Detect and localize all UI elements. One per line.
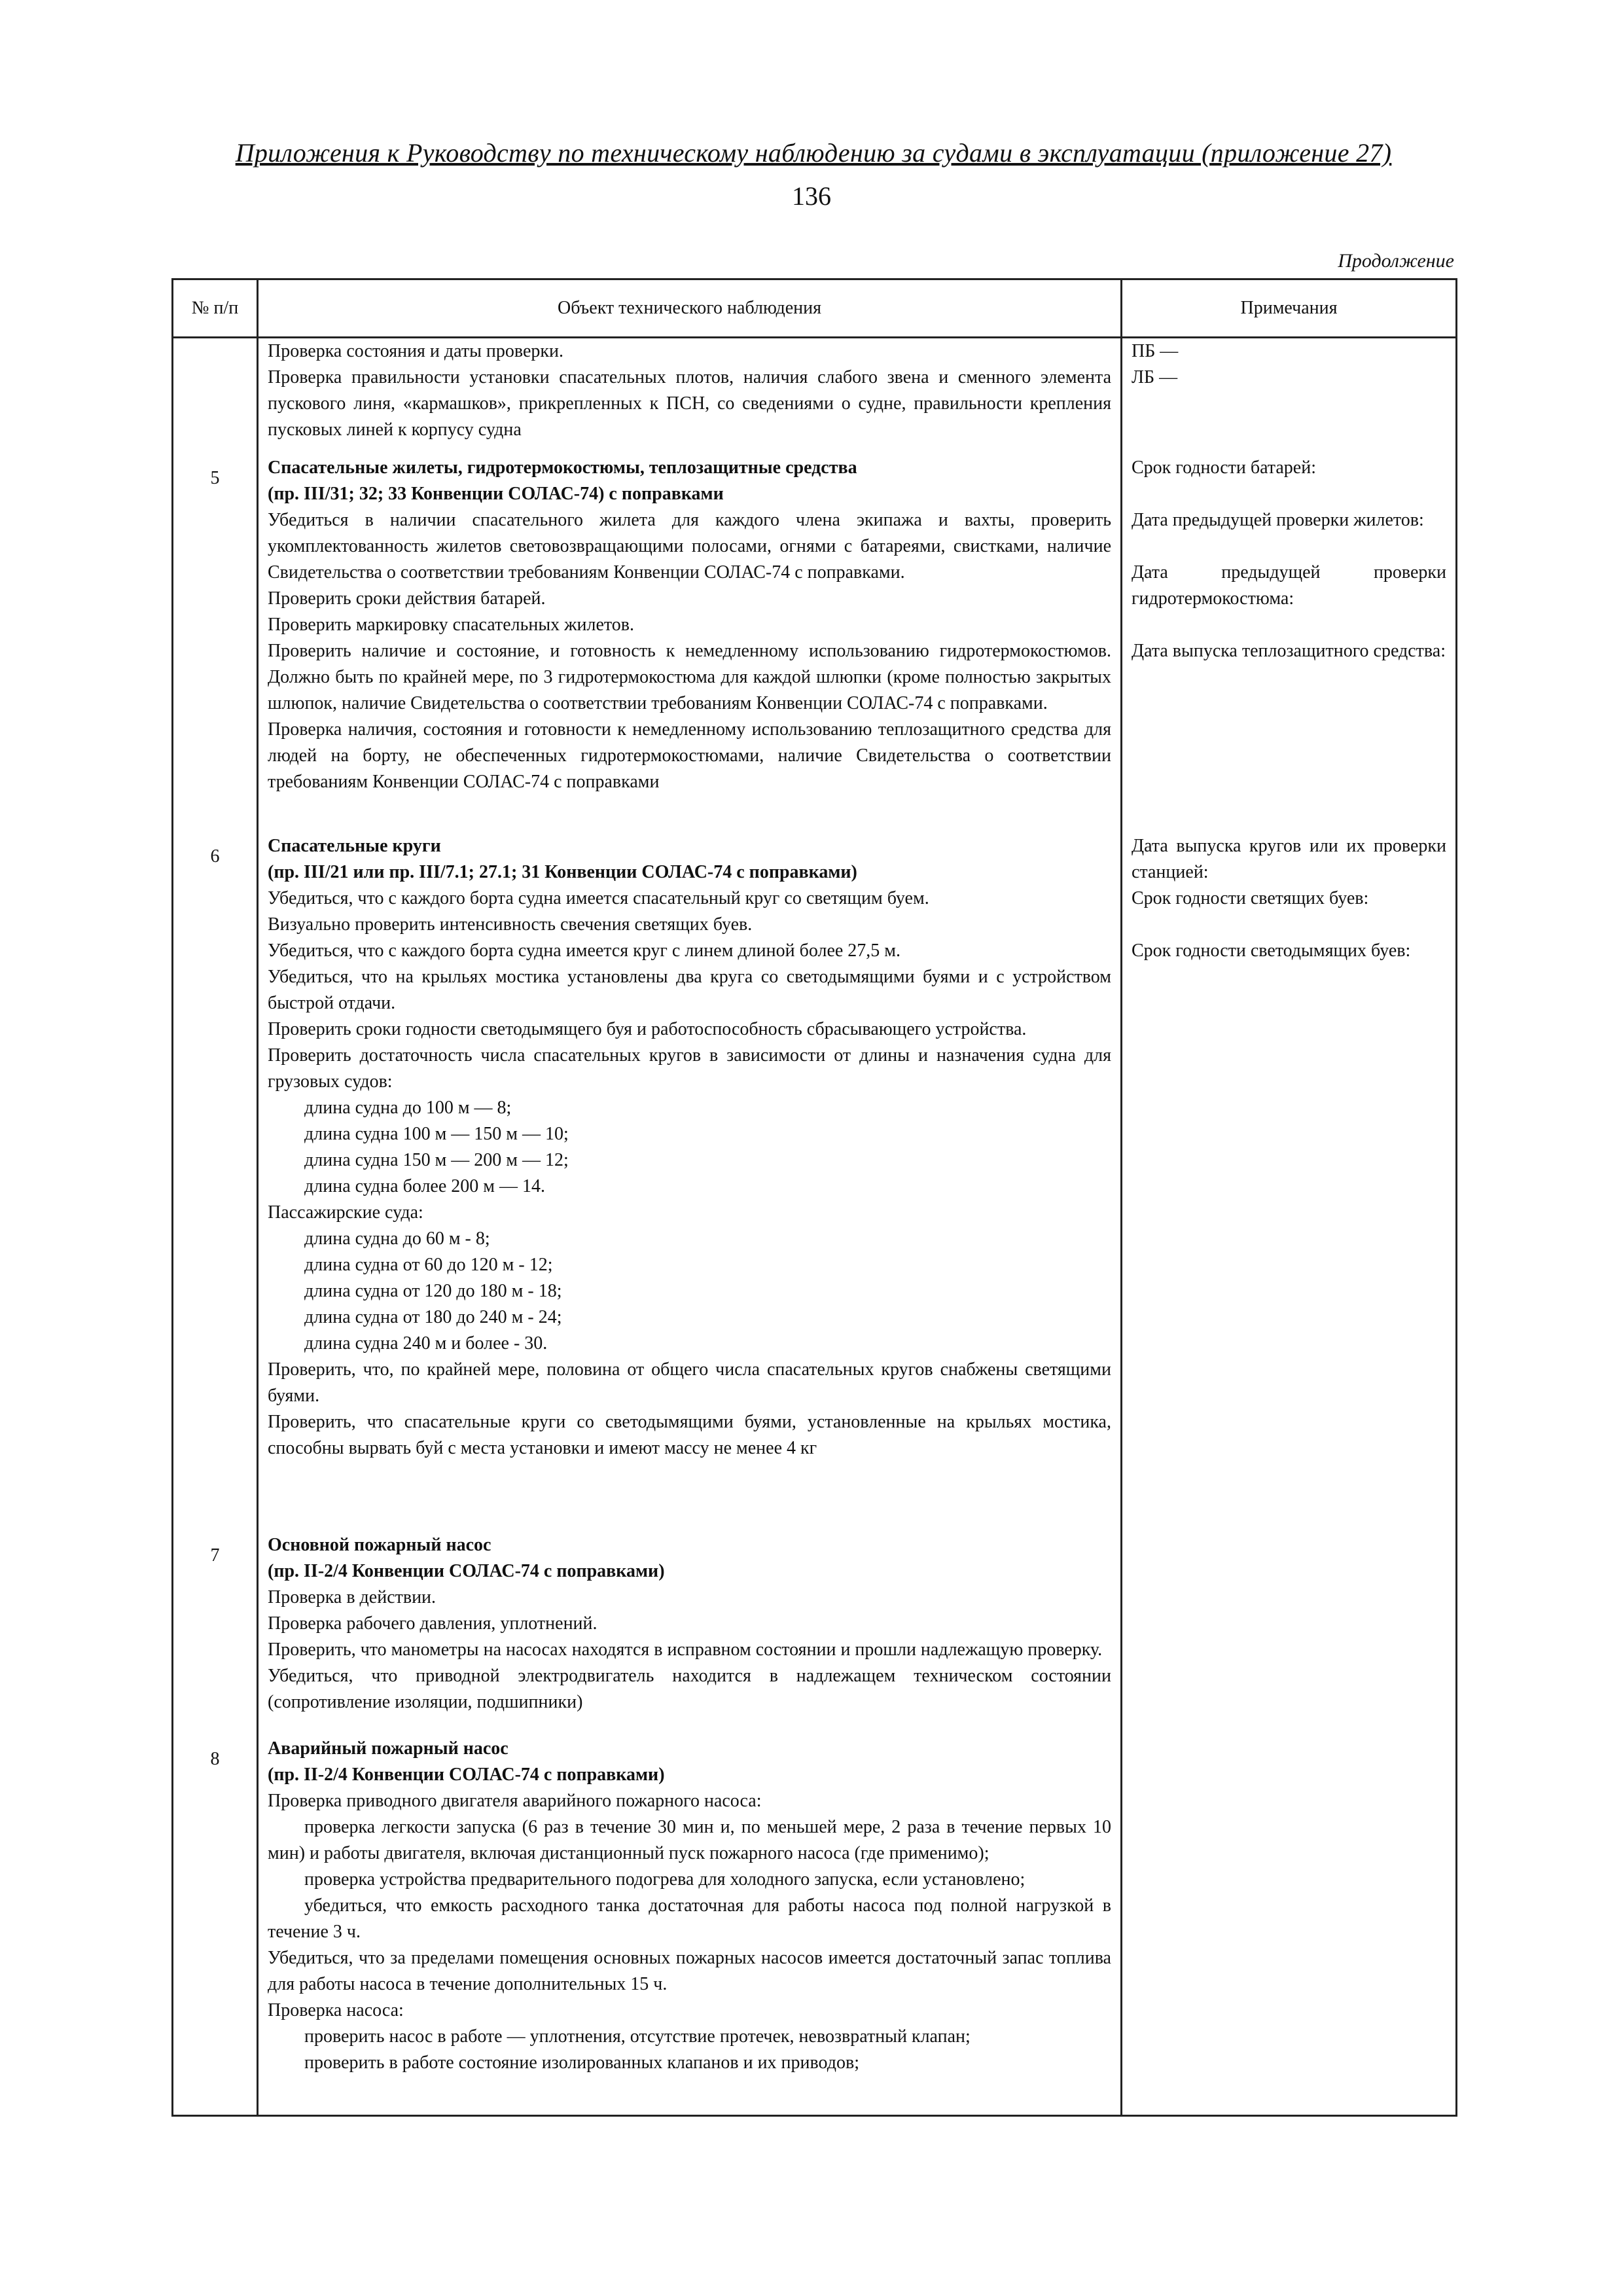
row-number [173, 338, 258, 456]
row-number: 6 [173, 833, 258, 1532]
text-line: Проверить, что, по крайней мере, половина от общего числа спасательных кругов снабжены светящими буями. [268, 1359, 1111, 1407]
row-object [258, 455, 1122, 833]
column-header-notes: Примечания [1122, 279, 1457, 338]
text-line: Убедиться, что за пределами помещения основных пожарных насосов имеется достаточный запас топлива для работы насоса в течение дополнительных 15 ч. [268, 1948, 1111, 1995]
list-item: длина судна 150 м — 200 м — 12; [304, 1150, 569, 1171]
row-notes [1122, 455, 1457, 833]
text-line: Убедиться, что на крыльях мостика установлены два круга со светодымящими буями и с устройством быстрой отдачи. [268, 967, 1111, 1014]
table-header-row [173, 279, 1457, 338]
text-line: Проверить, что манометры на насосах находятся в исправном состоянии и прошли надлежащую проверку. [268, 1640, 1103, 1660]
row-object [258, 338, 1122, 456]
table-row [173, 455, 1457, 833]
list-item: проверить насос в работе — уплотнения, отсутствие протечек, невозвратный клапан; [304, 2026, 971, 2047]
text-line: Проверить сроки действия батарей. [268, 588, 546, 609]
table-row [173, 338, 1457, 456]
list-item: длина судна более 200 м — 14. [304, 1176, 545, 1197]
list-item: длина судна 100 м — 150 м — 10; [304, 1124, 569, 1145]
text-line: Проверить, что спасательные круги со светодымящими буями, установленные на крыльях мостика, способны вырвать буй с места установки и имеют массу не менее 4 кг [268, 1412, 1111, 1459]
inspection-table [171, 278, 1457, 2117]
text-line: Проверить наличие и состояние, и готовность к немедленному использованию гидротермокостюмов. Должно быть по крайней мере, по 3 гидротермокостюма для каждой шлюпки (кроме полностью закрытых шлюпок, наличие Свидетельства о соответствии требованиям Конвенции СОЛАС-74 с поправками. [268, 641, 1111, 714]
table-row [173, 833, 1457, 1532]
row-notes [1122, 1532, 1457, 1736]
text-line: Проверка наличия, состояния и готовности к немедленному использованию теплозащитного средства для людей на борту, не обеспеченных гидротермокостюмами, наличие Свидетельства о соответствии требованиям Конвенции СОЛАС-74 с поправками [268, 719, 1111, 793]
running-header: Приложения к Руководству по техническому наблюдению за судами в эксплуатации (приложение 27) [235, 138, 1392, 168]
row-object [258, 833, 1122, 1532]
row-object [258, 1736, 1122, 2115]
row-number: 7 [173, 1532, 258, 1736]
text-line: Убедиться, что с каждого борта судна имеется спасательный круг со светящим буем. [268, 888, 929, 909]
text-line: Проверка состояния и даты проверки. [268, 341, 563, 361]
column-header-number: № п/п [173, 279, 258, 338]
row-notes [1122, 1736, 1457, 2115]
row-object [258, 1532, 1122, 1736]
note-line: Дата выпуска кругов или их проверки станцией: [1132, 836, 1446, 883]
text-line: Проверить маркировку спасательных жилетов. [268, 615, 634, 636]
note-line: Дата предыдущей проверки жилетов: [1132, 510, 1424, 531]
note-line: Срок годности батарей: [1132, 457, 1316, 478]
page-number: 136 [792, 181, 831, 211]
text-line: Проверка правильности установки спасательных плотов, наличия слабого звена и сменного элемента пускового линя, «кармашков», прикрепленных к ПСН, со сведениями о судне, правильности крепления пусковых линей к корпусу судна [268, 367, 1111, 440]
table-row [173, 1736, 1457, 2115]
row-title: Спасательные круги [268, 836, 441, 857]
list-item: проверка легкости запуска (6 раз в течение 30 мин и, по меньшей мере, 2 раза в течение первых 10 мин) и работы двигателя, включая дистанционный пуск пожарного насоса (где применимо); [268, 1817, 1111, 1864]
row-notes [1122, 338, 1457, 456]
row-reference: (пр. III/21 или пр. III/7.1; 27.1; 31 Конвенции СОЛАС-74 с поправками) [268, 862, 857, 883]
text-line: Проверка насоса: [268, 2000, 404, 2021]
table-row [173, 1532, 1457, 1736]
text-line: Проверка в действии. [268, 1587, 437, 1608]
text-line: Пассажирские суда: [268, 1202, 423, 1223]
list-item: длина судна до 60 м - 8; [304, 1229, 490, 1249]
list-item: убедиться, что емкость расходного танка достаточная для работы насоса под полной нагрузкой в течение 3 ч. [268, 1895, 1111, 1943]
row-reference: (пр. II-2/4 Конвенции СОЛАС-74 с поправками) [268, 1765, 665, 1785]
continued-label: Продолжение [1338, 250, 1454, 272]
text-line: Проверка рабочего давления, уплотнений. [268, 1613, 597, 1634]
note-line: ПБ — [1132, 341, 1179, 361]
text-line: Проверка приводного двигателя аварийного пожарного насоса: [268, 1791, 762, 1812]
row-number: 8 [173, 1736, 258, 2115]
text-line: Проверить достаточность числа спасательных кругов в зависимости от длины и назначения судна для грузовых судов: [268, 1045, 1111, 1092]
note-line: Дата предыдущей проверки гидротермокостюма: [1132, 562, 1446, 609]
note-line: Дата выпуска теплозащитного средства: [1132, 641, 1446, 662]
text-line: Визуально проверить интенсивность свечения светящих буев. [268, 914, 753, 935]
row-number: 5 [173, 455, 258, 833]
row-title: Спасательные жилеты, гидротермокостюмы, теплозащитные средства [268, 457, 857, 478]
list-item: длина судна от 180 до 240 м - 24; [304, 1307, 562, 1328]
note-line: Срок годности светодымящих буев: [1132, 941, 1411, 961]
row-reference: (пр. III/31; 32; 33 Конвенции СОЛАС-74) с поправками [268, 484, 724, 505]
row-title: Аварийный пожарный насос [268, 1738, 508, 1759]
text-line: Проверить сроки годности светодымящего буя и работоспособность сбрасывающего устройства. [268, 1019, 1027, 1040]
list-item: проверить в работе состояние изолированных клапанов и их приводов; [304, 2053, 859, 2073]
row-title: Основной пожарный насос [268, 1535, 491, 1556]
column-header-object: Объект технического наблюдения [258, 279, 1122, 338]
text-line: Убедиться, что с каждого борта судна имеется круг с линем длиной более 27,5 м. [268, 941, 901, 961]
list-item: длина судна 240 м и более - 30. [304, 1333, 548, 1354]
text-line: Убедиться, что приводной электродвигатель находится в надлежащем техническом состоянии (сопротивление изоляции, подшипники) [268, 1666, 1111, 1713]
row-notes [1122, 833, 1457, 1532]
list-item: длина судна до 100 м — 8; [304, 1098, 512, 1119]
text-line: Убедиться в наличии спасательного жилета для каждого члена экипажа и вахты, проверить укомплектованность жилетов световозвращающими полосами, огнями с батареями, свистками, наличие Свидетельства о соответствии требованиям Конвенции СОЛАС-74 с поправками. [268, 510, 1111, 583]
row-reference: (пр. II-2/4 Конвенции СОЛАС-74 с поправками) [268, 1561, 665, 1582]
note-line: ЛБ — [1132, 367, 1178, 387]
list-item: длина судна от 60 до 120 м - 12; [304, 1255, 553, 1276]
note-line: Срок годности светящих буев: [1132, 888, 1369, 909]
list-item: проверка устройства предварительного подогрева для холодного запуска, если установлено; [304, 1869, 1026, 1890]
list-item: длина судна от 120 до 180 м - 18; [304, 1281, 562, 1302]
